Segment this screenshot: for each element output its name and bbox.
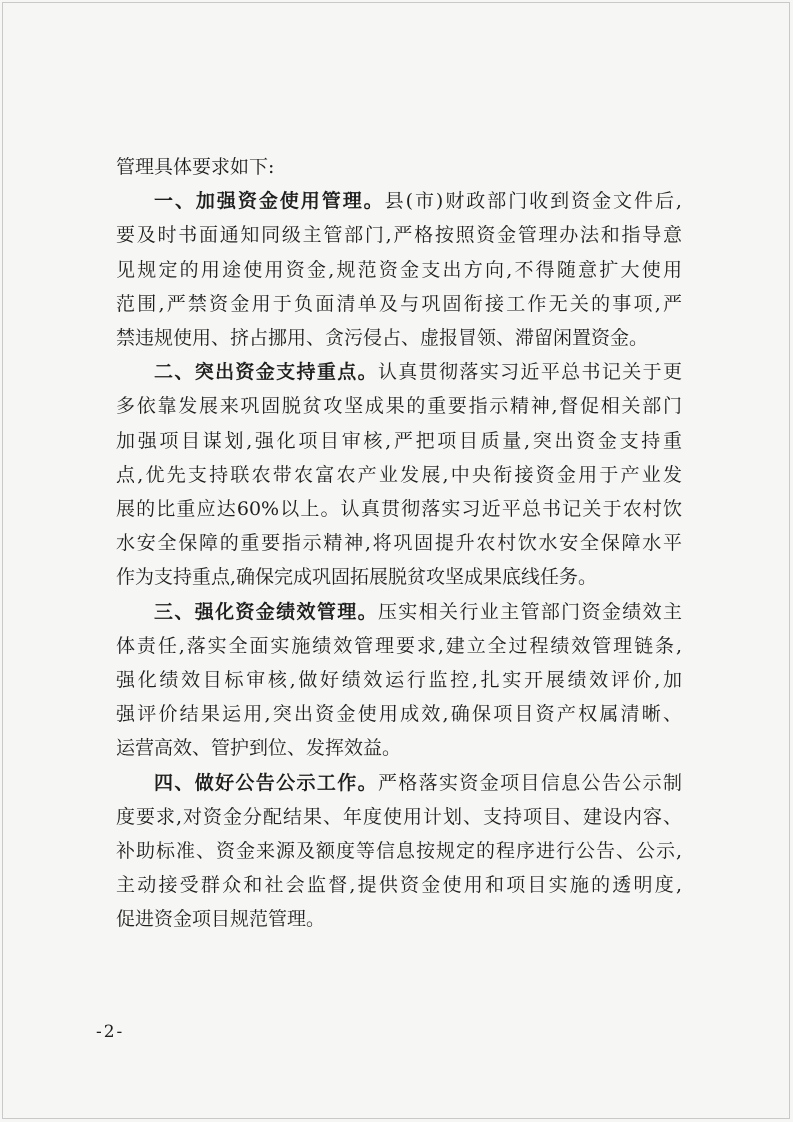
section-4-line-3: 主动接受群众和社会监督,提供资金使用和项目实施的透明度,: [116, 874, 682, 897]
section-1-line-1: 要及时书面通知同级主管部门,严格按照资金管理办法和指导意: [116, 224, 682, 247]
section-4: [116, 766, 682, 937]
section-1-heading: 一、加强资金使用管理。: [154, 190, 385, 213]
section-3-line-4: 运营高效、管护到位、发挥效益。: [116, 737, 402, 760]
section-3-heading: 三、强化资金绩效管理。: [154, 600, 378, 623]
section-3-line-1: 体责任,落实全面实施绩效管理要求,建立全过程绩效管理链条,: [116, 634, 682, 657]
section-1-line-3: 范围,严禁资金用于负面清单及与巩固衔接工作无关的事项,严: [116, 292, 682, 315]
section-4-line-4: 促进资金项目规范管理。: [116, 908, 326, 931]
section-3-first-line: [116, 595, 682, 629]
section-4-line-1: 度要求,对资金分配结果、年度使用计划、支持项目、建设内容、: [116, 805, 682, 828]
section-1-line-2: 见规定的用途使用资金,规范资金支出方向,不得随意扩大使用: [116, 258, 682, 281]
section-2-line-3: 点,优先支持联农带农富农产业发展,中央衔接资金用于产业发: [116, 463, 682, 486]
section-2-heading: 二、突出资金支持重点。: [154, 361, 378, 384]
document-body: [116, 150, 682, 937]
section-4-heading: 四、做好公告公示工作。: [154, 771, 378, 794]
section-2-line-2: 加强项目谋划,强化项目审核,严把项目质量,突出资金支持重: [116, 429, 682, 452]
section-2-line-4: 展的比重应达60%以上。认真贯彻落实习近平总书记关于农村饮: [116, 498, 682, 521]
section-2: [116, 355, 682, 594]
section-2-line-1: 多依靠发展来巩固脱贫攻坚成果的重要指示精神,督促相关部门: [116, 395, 682, 418]
section-2-line-5: 水安全保障的重要指示精神,将巩固提升农村饮水安全保障水平: [116, 532, 682, 555]
section-1: [116, 184, 682, 355]
intro-paragraph: 管理具体要求如下:: [116, 156, 275, 178]
section-2-first-line: [116, 355, 682, 389]
section-1-line-0: 县(市)财政部门收到资金文件后,: [384, 190, 682, 213]
section-3-line-2: 强化绩效目标审核,做好绩效运行监控,扎实开展绩效评价,加: [116, 669, 682, 692]
section-2-line-0: 认真贯彻落实习近平总书记关于更: [377, 361, 682, 384]
section-4-line-2: 补助标准、资金来源及额度等信息按规定的程序进行公告、公示,: [116, 840, 682, 863]
page-number: -2-: [96, 1022, 125, 1042]
section-3-line-3: 强评价结果运用,突出资金使用成效,确保项目资产权属清晰、: [116, 703, 682, 726]
section-3-line-0: 压实相关行业主管部门资金绩效主: [377, 600, 682, 623]
section-4-first-line: [116, 766, 682, 800]
section-4-line-0: 严格落实资金项目信息公告公示制: [377, 771, 682, 794]
section-3: [116, 595, 682, 766]
section-1-first-line: [116, 184, 682, 218]
section-1-line-4: 禁违规使用、挤占挪用、贪污侵占、虚报冒领、滞留闲置资金。: [116, 327, 649, 350]
section-2-line-6: 作为支持重点,确保完成巩固拓展脱贫攻坚成果底线任务。: [116, 566, 598, 589]
